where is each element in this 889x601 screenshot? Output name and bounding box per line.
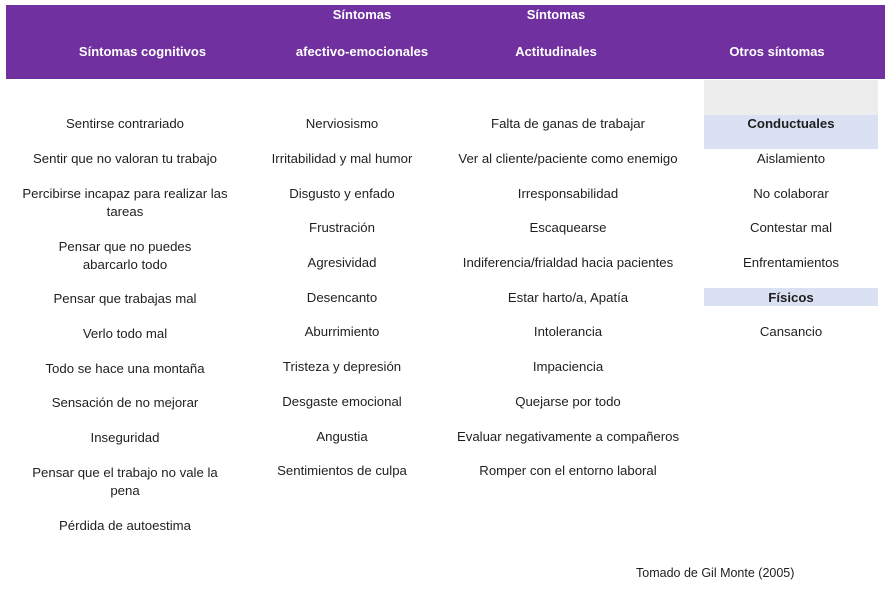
cognitivo-item: Percibirse incapaz para realizar las tareas	[22, 186, 228, 219]
conductual-item: Contestar mal	[749, 220, 833, 235]
column-actitudinales	[438, 0, 698, 560]
column-otros	[704, 0, 878, 560]
afectivo-item: Aburrimiento	[304, 324, 380, 339]
cognitivo-item: Verlo todo mal	[82, 326, 168, 341]
afectivo-item: Sentimientos de culpa	[277, 463, 407, 478]
actitudinal-item: Evaluar negativamente a compañeros	[456, 429, 680, 444]
fisico-item: Cansancio	[759, 324, 823, 339]
conductual-item: Enfrentamientos	[742, 255, 840, 270]
column-afectivos	[252, 0, 432, 560]
afectivo-item: Angustia	[316, 429, 368, 444]
afectivo-item: Tristeza y depresión	[282, 359, 402, 374]
actitudinal-item: Indiferencia/frialdad hacia pacientes	[462, 255, 674, 270]
cognitivo-item: Sensación de no mejorar	[51, 395, 199, 410]
fisicos-label: Físicos	[768, 290, 814, 305]
afectivo-item: Disgusto y enfado	[289, 186, 395, 201]
afectivo-item: Irritabilidad y mal humor	[271, 151, 413, 166]
header-otros: Otros síntomas	[729, 44, 825, 59]
header-afectivo-bottom: afectivo-emocionales	[295, 44, 429, 59]
header-actitudinales-top: Síntomas	[526, 7, 586, 22]
conductual-item: Aislamiento	[756, 151, 826, 166]
actitudinal-item: Ver al cliente/paciente como enemigo	[458, 151, 678, 166]
cognitivo-item: Pensar que trabajas mal	[53, 291, 197, 306]
actitudinal-item: Romper con el entorno laboral	[479, 463, 657, 478]
afectivo-item: Nerviosismo	[305, 116, 379, 131]
cognitivo-item: Inseguridad	[90, 430, 160, 445]
afectivo-item: Desgaste emocional	[282, 394, 402, 409]
cognitivo-item: Pérdida de autoestima	[59, 518, 191, 533]
actitudinal-item: Irresponsabilidad	[517, 186, 619, 201]
source-footnote: Tomado de Gil Monte (2005)	[636, 566, 795, 580]
actitudinal-item: Escaquearse	[529, 220, 607, 235]
afectivo-item: Frustración	[309, 220, 375, 235]
actitudinal-item: Impaciencia	[532, 359, 604, 374]
conductuales-label: Conductuales	[747, 116, 835, 131]
header-actitudinales-bottom: Actitudinales	[515, 44, 597, 59]
actitudinal-item: Falta de ganas de trabajar	[491, 116, 645, 131]
header-cognitivos: Síntomas cognitivos	[78, 44, 207, 59]
cognitivo-item: Pensar que no puedes abarcarlo todo	[58, 239, 192, 272]
afectivo-item: Agresividad	[307, 255, 377, 270]
header-afectivo-top: Síntomas	[332, 7, 392, 22]
cognitivo-item: Todo se hace una montaña	[45, 361, 205, 376]
actitudinal-item: Estar harto/a, Apatía	[507, 290, 629, 305]
cognitivo-item: Sentirse contrariado	[65, 116, 185, 131]
afectivo-item: Desencanto	[306, 290, 378, 305]
cognitivo-item: Pensar que el trabajo no vale la pena	[32, 465, 218, 498]
actitudinal-item: Intolerancia	[533, 324, 603, 339]
column-cognitivos	[10, 0, 240, 560]
conductual-item: No colaborar	[753, 186, 829, 201]
cognitivo-item: Sentir que no valoran tu trabajo	[32, 151, 217, 166]
actitudinal-item: Quejarse por todo	[515, 394, 621, 409]
